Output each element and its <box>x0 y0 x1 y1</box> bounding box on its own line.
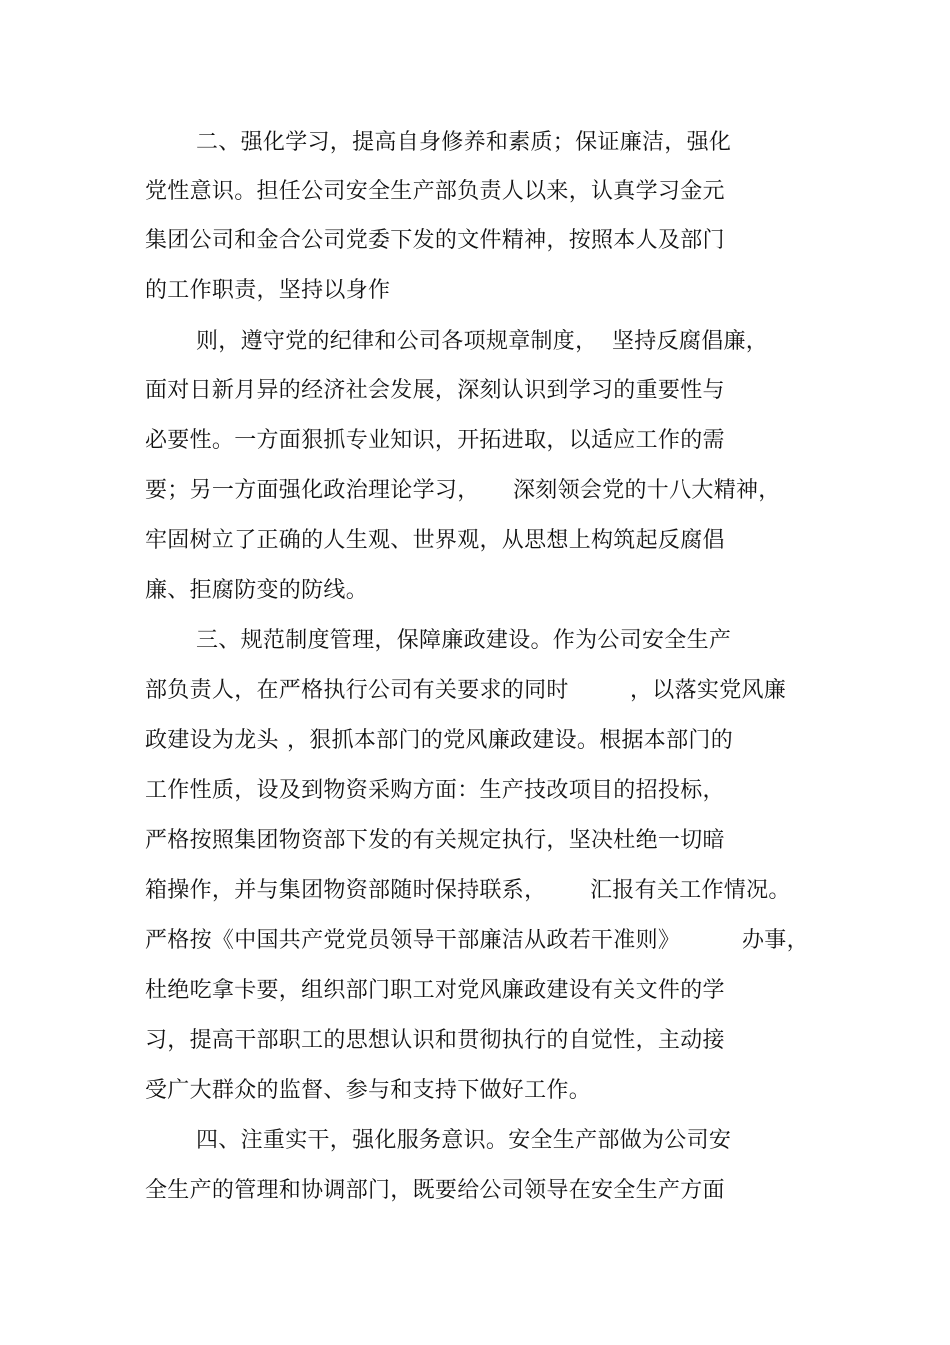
text-line <box>0 676 950 706</box>
text-segment: 牢固树立了正确的人生观、世界观，从思想上构筑起反腐倡 <box>145 528 725 553</box>
text-line <box>0 327 950 357</box>
text-segment: 必要性。一方面狠抓专业知识，开拓进取，以适应工作的需 <box>145 428 725 453</box>
text-line <box>0 826 950 856</box>
text-line <box>0 128 950 158</box>
text-line <box>0 177 950 207</box>
text-segment: 办事， <box>742 928 809 953</box>
text-line <box>0 1076 950 1106</box>
text-segment: 严格按照集团物资部下发的有关规定执行，坚决杜绝一切暗 <box>145 828 725 853</box>
text-segment: 全生产的管理和协调部门，既要给公司领导在安全生产方面 <box>145 1178 725 1203</box>
text-segment: 汇报有关工作情况。 <box>590 878 791 903</box>
text-segment: 要；另一方面强化政治理论学习， <box>145 478 480 503</box>
text-segment: 政建设为龙头 <box>145 728 279 753</box>
text-line <box>0 276 950 306</box>
text-line <box>0 576 950 606</box>
text-line <box>0 526 950 556</box>
text-line <box>0 726 950 756</box>
text-segment: 深刻领会党的十八大精神， <box>513 478 781 503</box>
text-segment: 受广大群众的监督、参与和支持下做好工作。 <box>145 1078 592 1103</box>
text-segment: 箱操作，并与集团物资部随时保持联系， <box>145 878 547 903</box>
text-segment: 则，遵守党的纪律和公司各项规章制度， <box>196 329 598 354</box>
text-segment: 习，提高干部职工的思想认识和贯彻执行的自觉性，主动接 <box>145 1028 725 1053</box>
text-segment: 严格按《中国共产党党员领导干部廉洁从政若干准则》 <box>145 928 681 953</box>
text-line <box>0 476 950 506</box>
text-segment: 的工作职责，坚持以身作 <box>145 278 391 303</box>
text-line <box>0 926 950 956</box>
text-line <box>0 1126 950 1156</box>
text-segment: 杜绝吃拿卡要，组织部门职工对党风廉政建设有关文件的学 <box>145 978 725 1003</box>
text-line <box>0 226 950 256</box>
text-segment: ，以落实党风廉 <box>630 678 787 703</box>
text-segment: 部负责人，在严格执行公司有关要求的同时 <box>145 678 569 703</box>
text-segment: 党性意识。担任公司安全生产部负责人以来，认真学习金元 <box>145 179 725 204</box>
text-line <box>0 626 950 656</box>
text-segment: 四、注重实干，强化服务意识。安全生产部做为公司安 <box>196 1128 732 1153</box>
text-line <box>0 426 950 456</box>
text-line <box>0 876 950 906</box>
text-line <box>0 976 950 1006</box>
text-segment: 坚持反腐倡廉， <box>612 329 769 354</box>
text-segment: 廉、拒腐防变的防线。 <box>145 578 369 603</box>
text-segment: 三、规范制度管理，保障廉政建设。作为公司安全生产 <box>196 628 732 653</box>
text-segment: ，狠抓本部门的党风廉政建设。根据本部门的 <box>287 728 734 753</box>
text-segment: 面对日新月异的经济社会发展，深刻认识到学习的重要性与 <box>145 378 725 403</box>
text-segment: 二、强化学习，提高自身修养和素质；保证廉洁，强化 <box>196 130 732 155</box>
text-line <box>0 376 950 406</box>
text-line <box>0 776 950 806</box>
text-line <box>0 1026 950 1056</box>
text-line <box>0 1176 950 1206</box>
text-segment: 集团公司和金合公司党委下发的文件精神，按照本人及部门 <box>145 228 725 253</box>
text-segment: 工作性质，设及到物资采购方面：生产技改项目的招投标， <box>145 778 725 803</box>
